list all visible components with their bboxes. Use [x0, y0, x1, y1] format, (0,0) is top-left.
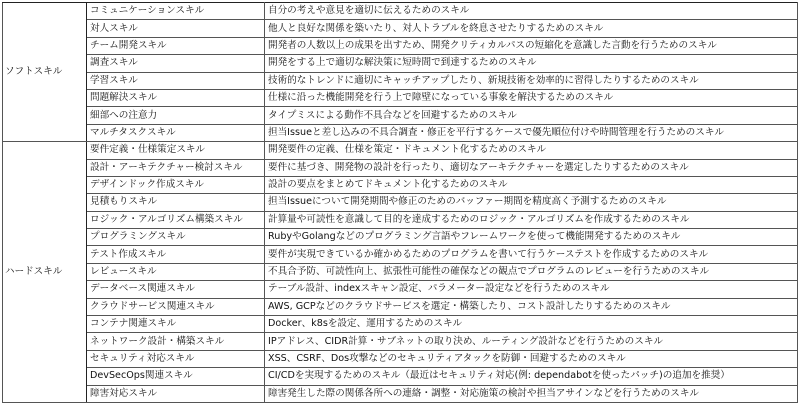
table-row: [3, 124, 798, 141]
table-row: [3, 385, 798, 402]
skills-table: [2, 2, 798, 403]
skill-description-cell: 技術的なトレンドに適切にキャッチアップしたり、新規技術を効率的に習得したりするためのスキル: [265, 72, 798, 89]
skill-name-cell: 学習スキル: [87, 72, 265, 89]
skill-name-cell: ロジック・アルゴリズム構築スキル: [87, 211, 265, 228]
skill-description-cell: 担当Issueについて開発期間や修正のためのバッファー期間を精度高く予測するためのスキル: [265, 194, 798, 211]
skill-name-cell: 細部への注意力: [87, 107, 265, 124]
skill-name-cell: コミュニケーションスキル: [87, 3, 265, 20]
skill-name-cell: 調査スキル: [87, 55, 265, 72]
table-row: [3, 246, 798, 263]
skill-description-cell: AWS, GCPなどのクラウドサービスを選定・構築したり、コスト設計したりするためのスキル: [265, 298, 798, 315]
table-row: [3, 142, 798, 159]
skill-description-cell: 設計の要点をまとめてドキュメント化するためのスキル: [265, 176, 798, 193]
skill-description-cell: テーブル設計、indexスキャン設定、パラメーター設定などを行うためのスキル: [265, 281, 798, 298]
skill-description-cell: 仕様に沿った機能開発を行う上で障壁になっている事象を解決するためのスキル: [265, 89, 798, 106]
skill-name-cell: 要件定義・仕様策定スキル: [87, 142, 265, 159]
table-row: [3, 3, 798, 20]
skill-name-cell: セキュリティ対応スキル: [87, 350, 265, 367]
skill-description-cell: 計算量や可読性を意識して目的を達成するためのロジック・アルゴリズムを作成するためのスキル: [265, 211, 798, 228]
skill-name-cell: プログラミングスキル: [87, 229, 265, 246]
skill-name-cell: デザインドック作成スキル: [87, 176, 265, 193]
table-row: [3, 55, 798, 72]
skill-name-cell: テスト作成スキル: [87, 246, 265, 263]
skill-name-cell: コンテナ関連スキル: [87, 316, 265, 333]
skill-name-cell: マルチタスクスキル: [87, 124, 265, 141]
table-row: [3, 298, 798, 315]
table-row: [3, 194, 798, 211]
skill-description-cell: 他人と良好な関係を築いたり、対人トラブルを終息させたりするためのスキル: [265, 20, 798, 37]
skill-description-cell: 開発者の人数以上の成果を出すため、開発クリティカルパスの短縮化を意識した言動を行うためのスキル: [265, 37, 798, 54]
table-row: [3, 350, 798, 367]
skill-name-cell: ネットワーク設計・構築スキル: [87, 333, 265, 350]
skill-name-cell: 設計・アーキテクチャー検討スキル: [87, 159, 265, 176]
category-cell: ソフトスキル: [3, 3, 87, 142]
skill-description-cell: 要件が実現できているか確かめるためのプログラムを書いて行うケーステストを作成するためのスキル: [265, 246, 798, 263]
skill-name-cell: データベース関連スキル: [87, 281, 265, 298]
skill-name-cell: 対人スキル: [87, 20, 265, 37]
skill-description-cell: Docker、k8sを設定、運用するためのスキル: [265, 316, 798, 333]
skill-description-cell: 自分の考えや意見を適切に伝えるためのスキル: [265, 3, 798, 20]
skill-description-cell: 障害発生した際の関係各所への連絡・調整・対応施策の検討や担当アサインなどを行うためのスキル: [265, 385, 798, 402]
skill-description-cell: XSS、CSRF、Dos攻撃などのセキュリティアタックを防御・回避するためのスキル: [265, 350, 798, 367]
category-cell: ハードスキル: [3, 142, 87, 403]
table-row: [3, 20, 798, 37]
skill-description-cell: タイプミスによる動作不具合などを回避するためのスキル: [265, 107, 798, 124]
skill-description-cell: 要件に基づき、開発物の設計を行ったり、適切なアーキテクチャーを選定したりするためのスキル: [265, 159, 798, 176]
skill-description-cell: 担当Issueと差し込みの不具合調査・修正を平行するケースで優先順位付けや時間管理を行うためのスキル: [265, 124, 798, 141]
skill-name-cell: 見積もりスキル: [87, 194, 265, 211]
skill-name-cell: チーム開発スキル: [87, 37, 265, 54]
skill-description-cell: RubyやGolangなどのプログラミング言語やフレームワークを使って機能開発するためのスキル: [265, 229, 798, 246]
skill-name-cell: レビュースキル: [87, 263, 265, 280]
table-row: [3, 72, 798, 89]
table-row: [3, 263, 798, 280]
table-row: [3, 368, 798, 385]
skill-name-cell: 障害対応スキル: [87, 385, 265, 402]
skill-name-cell: DevSecOps関連スキル: [87, 368, 265, 385]
table-row: [3, 89, 798, 106]
skill-description-cell: 開発要件の定義、仕様を策定・ドキュメント化するためのスキル: [265, 142, 798, 159]
table-row: [3, 159, 798, 176]
skill-name-cell: 問題解決スキル: [87, 89, 265, 106]
skill-description-cell: 開発をする上で適切な解決策に短時間で到達するためのスキル: [265, 55, 798, 72]
table-row: [3, 107, 798, 124]
skill-description-cell: 不具合予防、可読性向上、拡張性可能性の確保などの観点でプログラムのレビューを行うためのスキル: [265, 263, 798, 280]
skills-table-body: [3, 3, 798, 403]
table-row: [3, 316, 798, 333]
table-row: [3, 229, 798, 246]
table-row: [3, 37, 798, 54]
table-row: [3, 281, 798, 298]
table-row: [3, 211, 798, 228]
table-row: [3, 333, 798, 350]
table-row: [3, 176, 798, 193]
skill-name-cell: クラウドサービス関連スキル: [87, 298, 265, 315]
skill-description-cell: IPアドレス、CIDR計算・サブネットの取り決め、ルーティング設計などを行うためのスキル: [265, 333, 798, 350]
skill-description-cell: CI/CDを実現するためのスキル（最近はセキュリティ対応(例: dependabotを使ったパッチ)の追加を推奨）: [265, 368, 798, 385]
